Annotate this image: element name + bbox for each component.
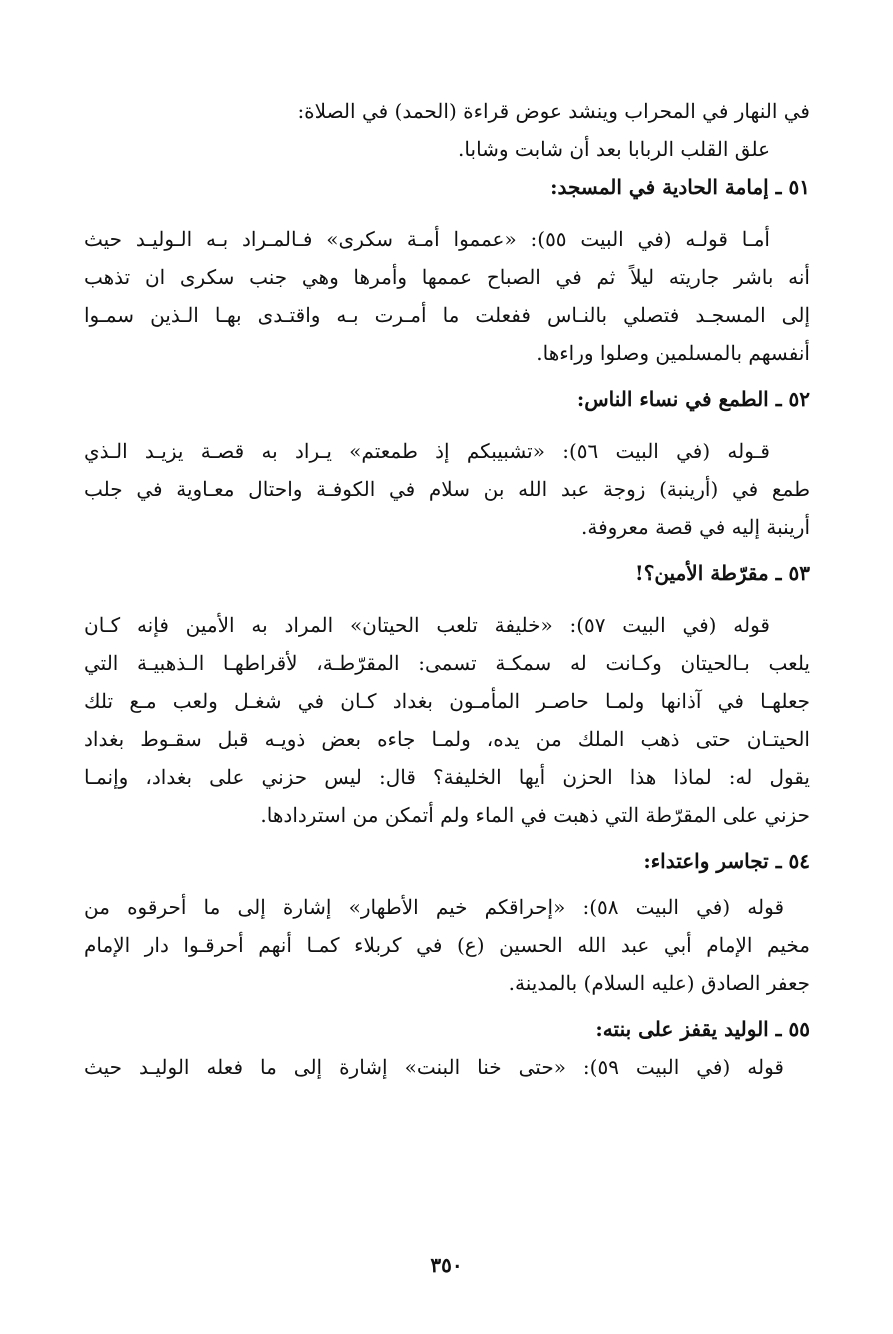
paragraph-line: قوله (في البيت ٥٩): «حتى خنا البنت» إشارة إلى ما فعله الوليـد حيث [84,1055,784,1079]
page-number: ٣٥٠ [430,1253,463,1277]
paragraph-line: الحيتـان حتى ذهب الملك من يده، ولمـا جاءه بعض ذويـه قبل سقـوط بغداد [84,727,810,751]
document-body [84,92,810,1086]
text-line: في النهار في المحراب وينشد عوض قراءة (الحمد) في الصلاة: [297,99,810,123]
paragraph-line: أنه باشر جاريته ليلاً ثم في الصباح عممها وأمرها وهي جنب سكرى ان تذهب [84,265,810,289]
paragraph-line: أمـا قولـه (في البيت ٥٥): «عمموا أمـة سكرى» فـالمـراد بـه الـوليـد حيث [84,227,770,251]
section-heading: ٥٥ ـ الوليد يقفز على بنته: [595,1017,810,1041]
paragraph-line: قوله (في البيت ٥٧): «خليفة تلعب الحيتان» المراد به الأمين فإنه كـان [84,613,770,637]
paragraph-line: قوله (في البيت ٥٨): «إحراقكم خيم الأطهار» إشارة إلى ما أحرقوه من [84,895,785,919]
paragraph-line: طمع في (أرينبة) زوجة عبد الله بن سلام في الكوفـة واحتال معـاوية في جلب [84,477,810,501]
paragraph-line: جعفر الصادق (عليه السلام) بالمدينة. [508,971,810,995]
paragraph-line: أنفسهم بالمسلمين وصلوا وراءها. [536,341,810,365]
paragraph-line: يقول له: لماذا هذا الحزن أيها الخليفة؟ قال: ليس حزني على بغداد، وإنمـا [84,765,810,789]
paragraph-line: حزني على المقرّطة التي ذهبت في الماء ولم أتمكن من استردادها. [260,803,810,827]
paragraph-line: إلى المسجـد فتصلي بالنـاس ففعلت ما أمـرت بـه واقتـدى بهـا الـذين سمـوا [84,303,810,327]
paragraph-line: جعلهـا في آذانها ولمـا حاصـر المأمـون بغداد كـان في شغـل ولعب مـع تلك [84,689,810,713]
section-heading: ٥٣ ـ مقرّطة الأمين؟! [634,561,810,585]
paragraph-line: يلعب بـالحيتان وكـانت له سمكـة تسمى: المقرّطـة، لأقراطهـا الـذهبيـة التي [84,651,810,675]
paragraph-line: مخيم الإمام أبي عبد الله الحسين (ع) في كربلاء كمـا أنهم أحرقـوا دار الإمام [84,933,810,957]
section-heading: ٥٤ ـ تجاسر واعتداء: [643,849,810,873]
poem-verse: علق القلب الربابا بعد أن شابت وشابا. [458,137,770,161]
paragraph-line: قـوله (في البيت ٥٦): «تشبيبكم إذ طمعتم» يـراد به قصـة يزيـد الـذي [84,439,770,463]
section-heading: ٥١ ـ إمامة الحادية في المسجد: [550,175,810,199]
section-heading: ٥٢ ـ الطمع في نساء الناس: [576,387,810,411]
paragraph-line: أرينبة إليه في قصة معروفة. [581,515,810,539]
